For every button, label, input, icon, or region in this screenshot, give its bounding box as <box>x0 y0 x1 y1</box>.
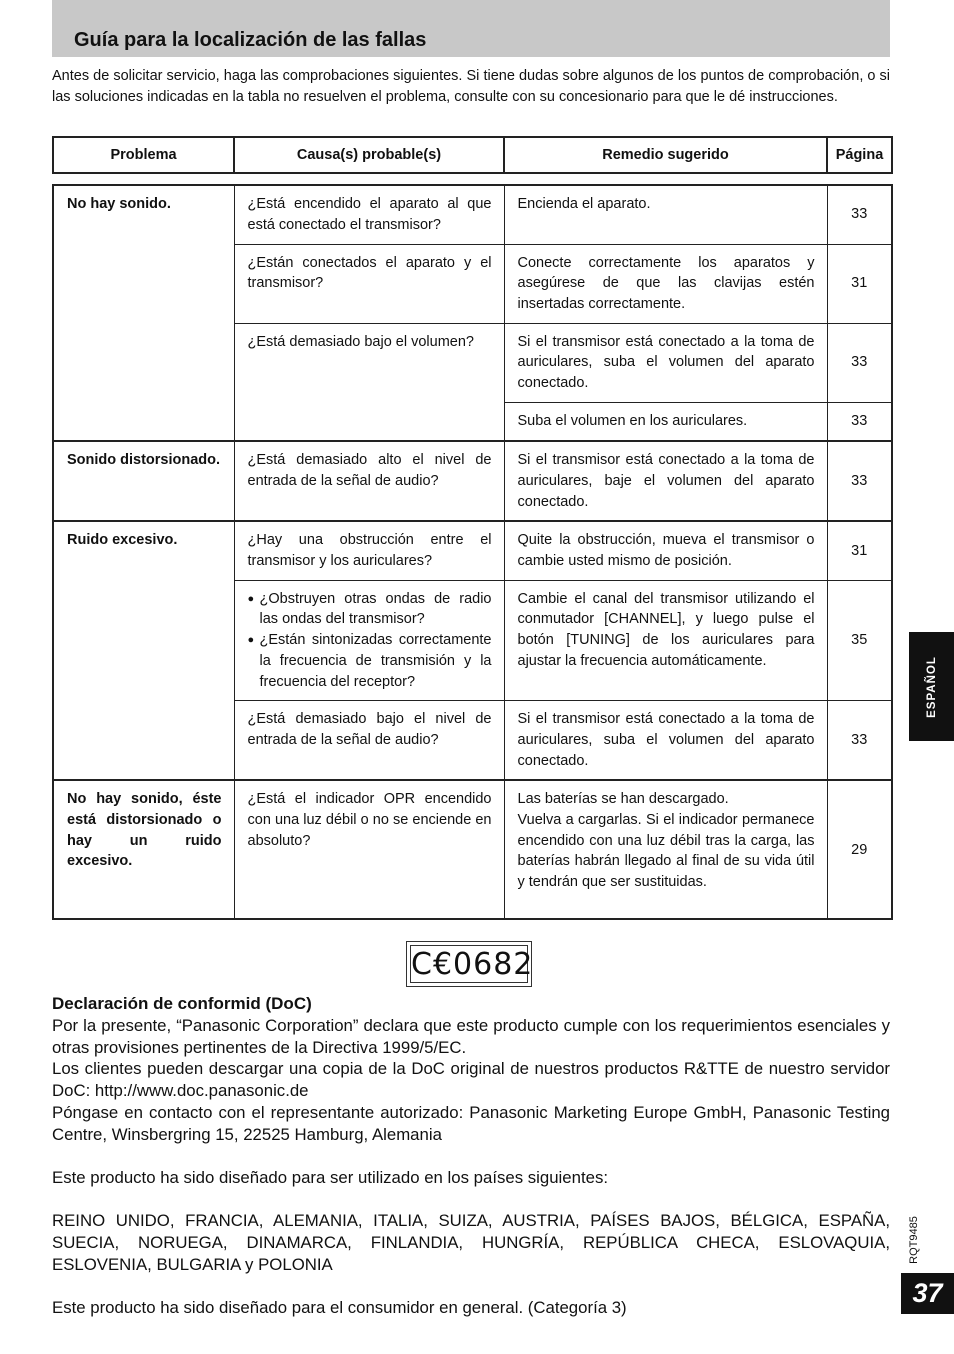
page-title: Guía para la localización de las fallas <box>74 29 427 51</box>
header-page: Página <box>827 137 892 173</box>
cause-cell: ¿Está demasiado alto el nivel de entrada de la señal de audio? <box>234 441 504 521</box>
doc-code <box>907 1210 921 1270</box>
page-cell: 33 <box>827 323 892 402</box>
cause-cell: ¿Está encendido el aparato al que está conectado el transmisor? <box>234 185 504 244</box>
doc-paragraph: Póngase en contacto con el representante autorizado: Panasonic Marketing Europe GmbH, Panasonic Testing Centre, Winsbergring 15, 22525 Hamburg, Alemania <box>52 1102 890 1144</box>
table-row <box>53 185 892 244</box>
problem-cell: Ruido excesivo. <box>53 521 234 780</box>
header-cause: Causa(s) probable(s) <box>234 137 504 173</box>
doc-paragraph: Los clientes pueden descargar una copia de la DoC original de nuestros productos R&TTE de nuestro servidor DoC: http://www.doc.panasonic.de <box>52 1059 890 1101</box>
page-cell: 33 <box>827 701 892 781</box>
ce-mark <box>406 941 532 987</box>
doc-code-label: RQT9485 <box>908 1216 920 1264</box>
troubleshooting-table <box>52 184 893 920</box>
cause-cell: ¿Hay una obstrucción entre el transmisor y los auriculares? <box>234 521 504 580</box>
remedy-cell: Encienda el aparato. <box>504 185 827 244</box>
page-number: 37 <box>901 1273 954 1314</box>
language-tab-label: ESPAÑOL <box>925 655 938 718</box>
page-cell: 31 <box>827 244 892 323</box>
remedy-line: Vuelva a cargarlas. Si el indicador permanece encendido con una luz débil tras la carga, las baterías habrán llegado al final de su vida útil y tendrán que ser sustituidas. <box>517 812 815 891</box>
page-cell: 33 <box>827 185 892 244</box>
remedy-cell: Si el transmisor está conectado a la toma de auriculares, suba el volumen del aparato conectado. <box>504 323 827 402</box>
cause-bullet-list <box>248 589 492 693</box>
intro-paragraph: Antes de solicitar servicio, haga las comprobaciones siguientes. Si tiene dudas sobre algunos de los puntos de comprobación, o si las soluciones indicadas en la tabla no resuelven el problema, consulte con su concesionario para que le dé instrucciones. <box>52 68 890 105</box>
country-list: REINO UNIDO, FRANCIA, ALEMANIA, ITALIA, SUIZA, AUSTRIA, PAÍSES BAJOS, BÉLGICA, ESPAÑA, SUECIA, NORUEGA, DINAMARCA, FINLANDIA, HUNGRÍA, REPÚBLICA CHECA, ESLOVAQUIA, ESLOVENIA, BULGARIA y POLONIA <box>52 1211 890 1274</box>
problem-cell: No hay sonido. <box>53 185 234 441</box>
page-cell: 35 <box>827 580 892 701</box>
cause-cell <box>234 580 504 701</box>
cause-cell: ¿Está el indicador OPR encendido con una luz débil o no se enciende en absoluto? <box>234 780 504 919</box>
remedy-cell: Cambie el canal del transmisor utilizando el conmutador [CHANNEL], y luego pulse el botón [TUNING] de los auriculares para ajustar la frecuencia automáticamente. <box>504 580 827 701</box>
doc-paragraph: Este producto ha sido diseñado para ser utilizado en los países siguientes: <box>52 1167 608 1187</box>
remedy-line: Las baterías se han descargado. <box>517 791 729 808</box>
list-item: ● ¿Están sintonizadas correctamente la frecuencia de transmisión y la frecuencia del receptor? <box>248 630 492 692</box>
page-cell: 33 <box>827 441 892 521</box>
remedy-cell: Quite la obstrucción, mueva el transmisor o cambie usted mismo de posición. <box>504 521 827 580</box>
remedy-cell <box>504 780 827 919</box>
table-row <box>53 521 892 580</box>
doc-paragraph: Este producto ha sido diseñado para el consumidor en general. (Categoría 3) <box>52 1298 627 1318</box>
table-header <box>52 136 893 174</box>
cause-cell: ¿Está demasiado bajo el volumen? <box>234 323 504 441</box>
doc-paragraph: Por la presente, “Panasonic Corporation” declara que este producto cumple con los requerimientos esenciales y otras provisiones pertinentes de la Directiva 1999/5/EC. <box>52 1016 890 1057</box>
section-header-bar <box>52 0 890 57</box>
table-row <box>53 780 892 919</box>
header-remedy: Remedio sugerido <box>504 137 827 173</box>
remedy-cell: Si el transmisor está conectado a la toma de auriculares, suba el volumen del aparato conectado. <box>504 701 827 781</box>
page-cell: 33 <box>827 402 892 441</box>
remedy-cell: Suba el volumen en los auriculares. <box>504 402 827 441</box>
remedy-cell: Si el transmisor está conectado a la toma de auriculares, baje el volumen del aparato conectado. <box>504 441 827 521</box>
page-cell: 31 <box>827 521 892 580</box>
table-row <box>53 441 892 521</box>
language-tab <box>909 632 954 741</box>
ce-mark-text: C€0682 <box>411 947 534 982</box>
list-item: ● ¿Obstruyen otras ondas de radio las ondas del transmisor? <box>248 589 492 630</box>
page-cell: 29 <box>827 780 892 919</box>
doc-title: Declaración de conformid (DoC) <box>52 994 312 1013</box>
header-problem: Problema <box>53 137 234 173</box>
cause-cell: ¿Está demasiado bajo el nivel de entrada de la señal de audio? <box>234 701 504 781</box>
doc-body <box>52 1015 890 1319</box>
cause-cell: ¿Están conectados el aparato y el transmisor? <box>234 244 504 323</box>
remedy-cell: Conecte correctamente los aparatos y asegúrese de que las clavijas estén insertadas correctamente. <box>504 244 827 323</box>
problem-cell: No hay sonido, éste está distorsionado o hay un ruido excesivo. <box>53 780 234 919</box>
problem-cell: Sonido distorsionado. <box>53 441 234 521</box>
